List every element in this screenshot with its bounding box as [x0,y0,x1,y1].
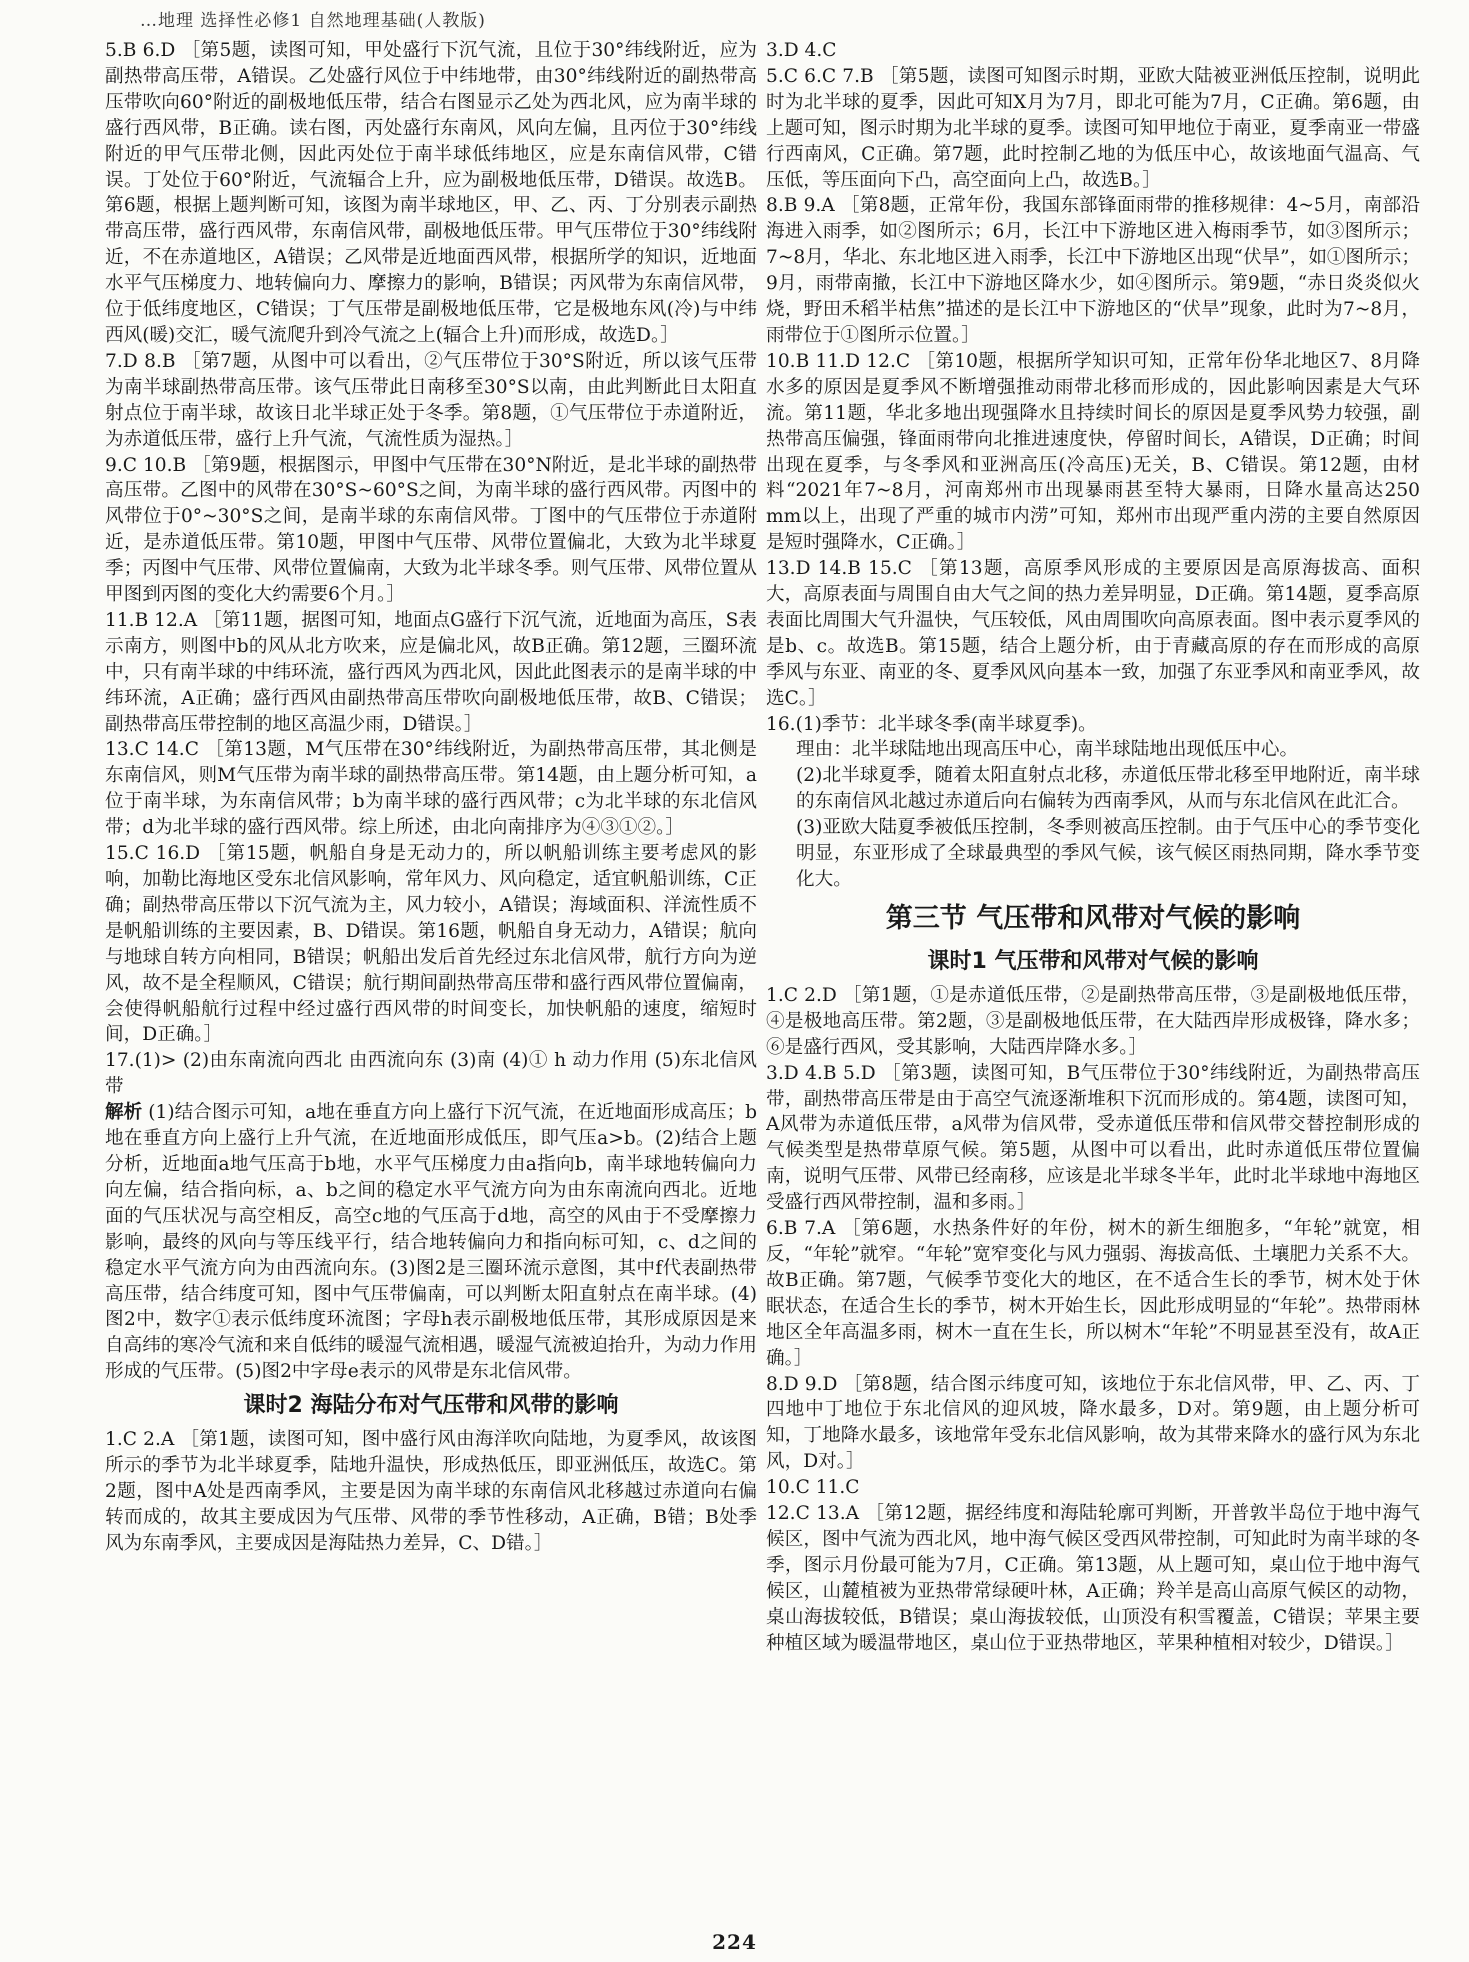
answer-paragraph [766,1475,1420,1501]
answer-paragraph [766,349,1420,556]
running-header: …地理 选择性必修1 自然地理基础(人教版) [140,11,486,31]
answer-text: 1.C 2.A ［第1题，读图可知，图中盛行风由海洋吹向陆地，为夏季风，故该图所示的季节为北半球夏季，陆地升温快，形成热低压，即亚洲低压，故选C。第2题，图中A处是西南季风，主要是因为南半球的东南信风北移越过赤道向右偏转而成的，故其主要成因为气压带、风带的季节性移动，A正确，B错；B处季风为东南季风，主要成因是海陆热力差异，C、D错。］ [105,1429,757,1554]
answer-paragraph [105,608,757,738]
answer-paragraph [105,1100,757,1385]
right-column [766,38,1420,1918]
answer-paragraph [105,38,757,349]
answer-paragraph [766,1216,1420,1371]
answer-paragraph [766,712,1420,738]
answer-text: (3)亚欧大陆夏季被低压控制，冬季则被高压控制。由于气压中心的季节变化明显，东亚形成了全球最典型的季风气候，该气候区雨热同期，降水季节变化大。 [796,817,1420,890]
answer-text: 6.B 7.A ［第6题，水热条件好的年份，树木的新生细胞多，“年轮”就宽，相反，“年轮”就窄。“年轮”宽窄变化与风力强弱、海拔高低、土壤肥力关系不大。故B正确。第7题，气候季节变化大的地区，在不适合生长的季节，树木处于休眠状态，在适合生长的季节，树木开始生长，因此形成明显的“年轮”。热带雨林地区全年高温多雨，树木一直在生长，所以树木“年轮”不明显甚至没有，故A正确。］ [766,1218,1420,1369]
answer-text: 8.B 9.A ［第8题，正常年份，我国东部锋面雨带的推移规律：4~5月，南部沿海进入雨季，如②图所示；6月，长江中下游地区进入梅雨季节，如③图所示；7~8月，华北、东北地区进入雨季，长江中下游地区出现“伏旱”，如①图所示；9月，雨带南撤，长江中下游地区降水少，如④图所示。第9题，“赤日炎炎似火烧，野田禾稻半枯焦”描述的是长江中下游地区的“伏旱”现象，此时为7~8月，雨带位于①图所示位置。］ [766,195,1420,346]
answer-text: 15.C 16.D ［第15题，帆船自身是无动力的，所以帆船训练主要考虑风的影响，加勒比海地区受东北信风影响，常年风力、风向稳定，适宜帆船训练，C正确；副热带高压带以下沉气流为主，风力较小，A错误；海域面积、洋流性质不是帆船训练的主要因素，B、D错误。第16题，帆船自身无动力，A错误；航向与地球自转方向相同，B错误；帆船出发后首先经过东北信风带，航行方向为逆风，故不是全程顺风，C错误；航行期间副热带高压带和盛行西风带位置偏南，会使得帆船航行过程中经过盛行西风带的时间变长，加快帆船的速度，缩短时间，D正确。］ [105,843,757,1046]
answer-text: 3.D 4.B 5.D ［第3题，读图可知，B气压带位于30°纬线附近，为副热带高压带，副热带高压带是由于高空气流逐渐堆积下沉而形成的。第4题，读图可知，A风带为赤道低压带，a风带为信风带，受赤道低压带和信风带交替控制形成的气候类型是热带草原气候。第5题，从图中可以看出，此时赤道低压带位置偏南，说明气压带、风带已经南移，应该是北半球冬半年，此时北半球地中海地区受盛行西风带控制，温和多雨。］ [766,1062,1420,1214]
answer-text: 5.B 6.D ［第5题，读图可知，甲处盛行下沉气流，且位于30°纬线附近，应为副热带高压带，A错误。乙处盛行风位于中纬地带，由30°纬线附近的副热带高压带吹向60°附近的副极地低压带，结合右图显示乙处为西北风，应为南半球的盛行西风带，B正确。读右图，丙处盛行东南风，风向左偏，且丙位于30°纬线附近的甲气压带北侧，因此丙处位于南半球低纬地区，应是东南信风带，C错误。丁处位于60°附近，气流辐合上升，应为副极地低压带，D错误。故选B。第6题，根据上题判断可知，该图为南半球地区，甲、乙、丙、丁分别表示副热带高压带，盛行西风带，东南信风带，副极地低压带。甲气压带位于30°纬线附近，不在赤道地区，A错误；乙风带是近地面西风带，根据所学的知识，近地面水平气压梯度力、地转偏向力、摩擦力的影响，B错误；丙风带为东南信风带，位于低纬度地区，C错误；丁气压带是副极地低压带，它是极地东风(冷)与中纬西风(暖)交汇，暖气流爬升到冷气流之上(辐合上升)而形成，故选D。］ [105,40,757,346]
answer-text: 10.B 11.D 12.C ［第10题，根据所学知识可知，正常年份华北地区7、8月降水多的原因是夏季风不断增强推动雨带北移而形成的，因此影响因素是大气环流。第11题，华北多地出现强降水且持续时间长的原因是夏季风势力较强，副热带高压偏强，锋面雨带向北推进速度快，停留时间长，A错误，D正确；时间出现在夏季，与冬季风和亚洲高压(冷高压)无关，B、C错误。第12题，由材料“2021年7~8月，河南郑州市出现暴雨甚至特大暴雨，日降水量高达250 mm以上，出现了严重的城市内涝”可知，郑州市出现严重内涝的主要自然原因是短时强降水，C正确。］ [766,350,1420,554]
answer-paragraph [105,349,757,453]
answer-paragraph [766,1061,1420,1216]
page-number: 224 [712,1930,757,1954]
answer-text: 10.C 11.C [766,1477,860,1499]
answer-paragraph [105,453,757,608]
answer-paragraph [766,556,1420,711]
answer-paragraph [105,1427,757,1557]
answer-paragraph [766,64,1420,194]
answer-paragraph [105,841,757,1048]
answer-paragraph [766,1501,1420,1656]
lesson-title: 课时1 气压带和风带对气候的影响 [927,948,1259,974]
lesson-title: 课时2 海陆分布对气压带和风带的影响 [243,1393,619,1419]
answer-text: 16.(1)季节：北半球冬季(南半球夏季)。 [766,713,1097,735]
answer-paragraph [766,38,1420,64]
answer-text: 1.C 2.D ［第1题，①是赤道低压带，②是副热带高压带，③是副极地低压带，④是极地高压带。第2题，③是副极地低压带，在大陆西岸形成极锋，降水多；⑥是盛行西风，受其影响，大陆西岸降水多。］ [766,984,1420,1058]
answer-paragraph [766,737,1420,763]
answer-paragraph [766,983,1420,1061]
answer-paragraph [766,193,1420,348]
answer-paragraph [766,1372,1420,1476]
section-title: 第三节 气压带和风带对气候的影响 [885,902,1301,934]
answer-text: 5.C 6.C 7.B ［第5题，读图可知图示时期，亚欧大陆被亚洲低压控制，说明此时为北半球的夏季，因此可知X月为7月，即北可能为7月，C正确。第6题，由上题可知，图示时期为北半球的夏季。读图可知甲地位于南亚，夏季南亚一带盛行西南风，C正确。第7题，此时控制乙地的为低压中心，故该地面气温高、气压低，等压面向下凸，高空面向上凸，故选B。］ [766,65,1420,191]
answer-text: (2)北半球夏季，随着太阳直射点北移，赤道低压带北移至甲地附近，南半球的东南信风北越过赤道后向右偏转为西南季风，从而与东北信风在此汇合。 [796,765,1420,813]
analysis-label: 解析 [105,1102,143,1124]
answer-text: 13.D 14.B 15.C ［第13题，高原季风形成的主要原因是高原海拔高、面积大，高原表面与周围自由大气之间的热力差异明显，D正确。第14题，夏季高原表面比周围大气升温快，气压较低，风由周围吹向高原表面。图中表示夏季风的是b、c。故选B。第15题，结合上题分析，由于青藏高原的存在而形成的高原季风与东亚、南亚的冬、夏季风风向基本一致，加强了东亚季风和南亚季风，故选C。］ [766,558,1420,709]
answer-paragraph [105,737,757,841]
answer-paragraph [105,1048,757,1100]
answer-text: 8.D 9.D ［第8题，结合图示纬度可知，该地位于东北信风带，甲、乙、丙、丁四地中丁地位于东北信风的迎风坡，降水最多，D对。第9题，由上题分析可知，丁地降水最多，该地常年受东北信风影响，故为其带来降水的盛行风为东北风，D对。］ [766,1373,1420,1473]
left-column [105,38,757,1918]
answer-text: 13.C 14.C ［第13题，M气压带在30°纬线附近，为副热带高压带，其北侧是东南信风，则M气压带为南半球的副热带高压带。第14题，由上题分析可知，a位于南半球，为东南信风带；b为南半球的盛行西风带；c为北半球的东北信风带；d为北半球的盛行西风带。综上所述，由北向南排序为④③①②。］ [105,739,757,839]
answer-text: 3.D 4.C [766,40,837,61]
answer-text: 11.B 12.A ［第11题，据图可知，地面点G盛行下沉气流，近地面为高压，S表示南方，则图中b的风从北方吹来，应是偏北风，故B正确。第12题，三圈环流中，只有南半球的中纬环流，盛行西风为西北风，因此此图表示的是南半球的中纬环流，A正确；盛行西风由副热带高压带吹向副极地低压带，故B、C错误；副热带高压带控制的地区高温少雨，D错误。］ [105,609,757,735]
answer-text: (1)结合图示可知，a地在垂直方向上盛行下沉气流，在近地面形成高压；b地在垂直方向上盛行上升气流，在近地面形成低压，即气压a>b。(2)结合上题分析，近地面a地气压高于b地，水平气压梯度力由a指向b，南半球地转偏向力向左偏，结合指向标，a、b之间的稳定水平气流方向为由东南流向西北。近地面的气压状况与高空相反，高空c地的气压高于d地，高空的风由于不受摩擦力影响，最终的风向与等压线平行，结合地转偏向力和指向标可知，c、d之间的稳定水平气流方向为由西流向东。(3)图2是三圈环流示意图，其中f代表副热带高压带，结合纬度可知，图中气压带偏南，可以判断太阳直射点在南半球。(4)图2中，数字①表示低纬度环流图；字母h表示副极地低压带，其形成原因是来自高纬的寒冷气流和来自低纬的暖湿气流相遇，暖湿气流被迫抬升，为动力作用形成的气压带。(5)图2中字母e表示的风带是东北信风带。 [105,1102,757,1383]
answer-text: 9.C 10.B ［第9题，根据图示，甲图中气压带在30°N附近，是北半球的副热带高压带。乙图中的风带在30°S~60°S之间，为南半球的盛行西风带。丙图中的风带位于0°~30°S之间，是南半球的东南信风带。丁图中的气压带位于赤道附近，是赤道低压带。第10题，甲图中气压带、风带位置偏北，大致为北半球夏季；丙图中气压带、风带位置偏南，大致为北半球冬季。则气压带、风带位置从甲图到丙图的变化大约需要6个月。］ [105,454,757,606]
answer-paragraph [766,815,1420,893]
answer-text: 12.C 13.A ［第12题，据经纬度和海陆轮廓可判断，开普敦半岛位于地中海气候区，图中气流为西北风，地中海气候区受西风带控制，可知此时为南半球的冬季，图示月份最可能为7月，C正确。第13题，从上题可知，桌山位于地中海气候区，山麓植被为亚热带常绿硬叶林，A正确；羚羊是高山高原气候区的动物，桌山海拔较低，B错误；桌山海拔较低，山顶没有积雪覆盖，C错误；苹果主要种植区域为暖温带地区，桌山位于亚热带地区，苹果种植相对较少，D错误。］ [766,1503,1420,1654]
answer-text: 7.D 8.B ［第7题，从图中可以看出，②气压带位于30°S附近，所以该气压带为南半球副热带高压带。该气压带此日南移至30°S以南，由此判断此日太阳直射点位于南半球，故该日北半球正处于冬季。第8题，①气压带位于赤道附近，为赤道低压带，盛行上升气流，气流性质为湿热。］ [105,350,757,450]
answer-text: 17.(1)> (2)由东南流向西北 由西流向东 (3)南 (4)① h 动力作用 (5)东北信风带 [105,1050,757,1098]
answer-paragraph [766,763,1420,815]
answer-text: 理由：北半球陆地出现高压中心，南半球陆地出现低压中心。 [796,739,1299,761]
